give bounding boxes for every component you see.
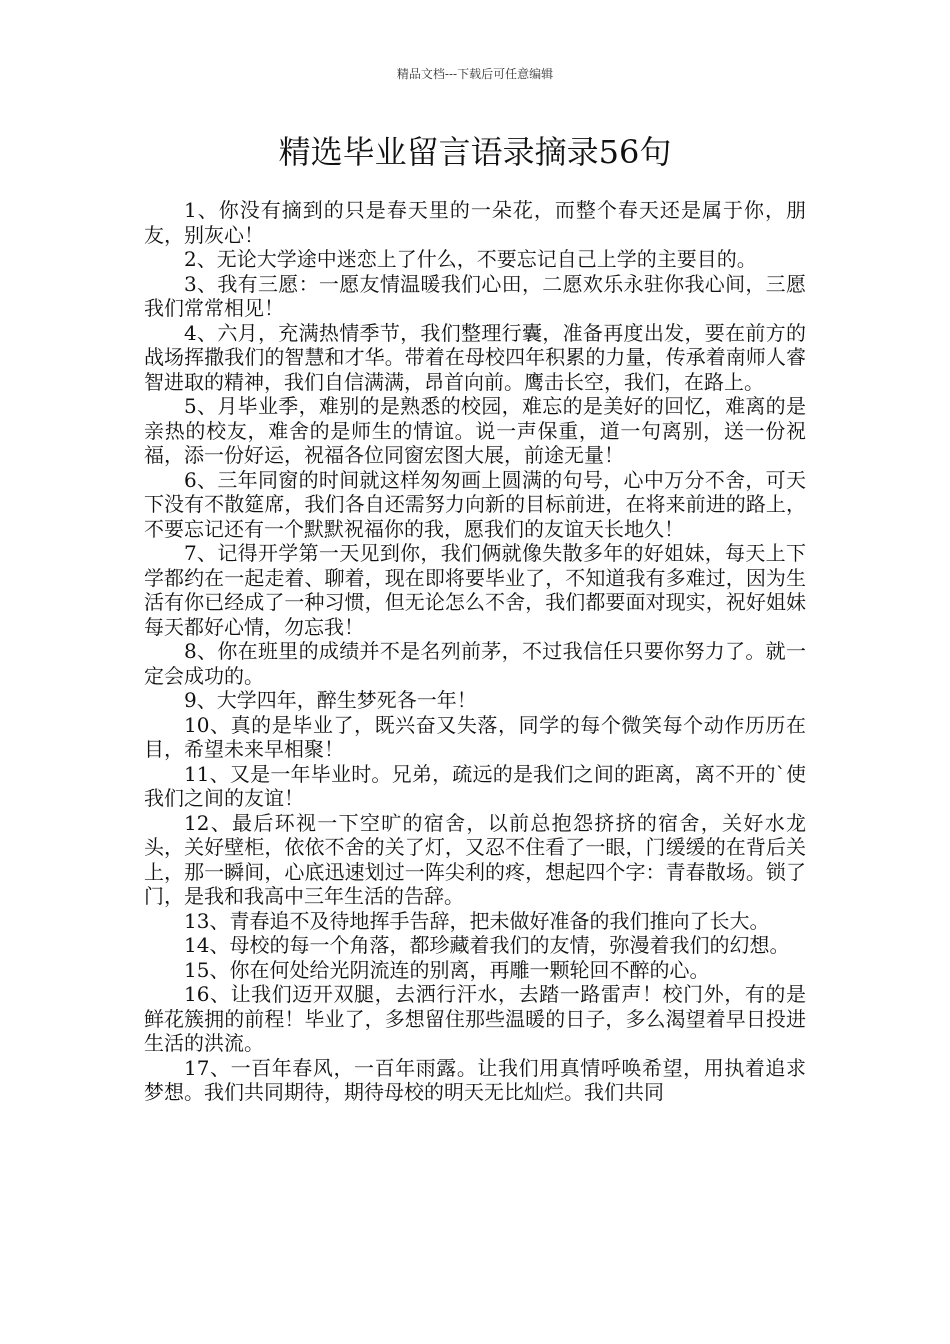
paragraph-8: 8、你在班里的成绩并不是名列前茅，不过我信任只要你努力了。就一定会成功的。 [144, 639, 806, 688]
paragraph-10: 10、真的是毕业了，既兴奋又失落，同学的每个微笑每个动作历历在目，希望未来早相聚！ [144, 712, 806, 761]
document-title: 精选毕业留言语录摘录56句 [278, 133, 672, 171]
paragraph-9: 9、大学四年，醉生梦死各一年！ [184, 688, 477, 712]
paragraph-2: 2、无论大学途中迷恋上了什么，不要忘记自己上学的主要目的。 [184, 247, 757, 271]
paragraph-1: 1、你没有摘到的只是春天里的一朵花，而整个春天还是属于你，朋友，别灰心！ [144, 198, 806, 247]
paragraph-6: 6、三年同窗的时间就这样匆匆画上圆满的句号，心中万分不舍，可天下没有不散筵席，我们各自还需努力向新的目标前进，在将来前进的路上，不要忘记还有一个默默祝福你的我，愿我们的友谊天长地久！ [144, 467, 806, 541]
paragraph-13: 13、青春追不及待地挥手告辞，把未做好准备的我们推向了长大。 [184, 908, 770, 933]
paragraph-16: 16、让我们迈开双腿，去洒行汗水，去踏一路雷声！校门外，有的是鲜花簇拥的前程！毕业了，多想留住那些温暖的日子，多么渴望着早日投进生活的洪流。 [144, 982, 806, 1055]
paragraph-5: 5、月毕业季，难别的是熟悉的校园，难忘的是美好的回忆，难离的是亲热的校友，难舍的是师生的情谊。说一声保重，道一句离别，送一份祝福，添一份好运，祝福各位同窗宏图大展，前途无量！ [144, 394, 806, 467]
paragraph-14: 14、母校的每一个角落，都珍藏着我们的友情，弥漫着我们的幻想。 [184, 933, 790, 957]
paragraph-3: 3、我有三愿：一愿友情温暖我们心田，二愿欢乐永驻你我心间，三愿我们常常相见！ [144, 271, 806, 320]
header-note: 精品文档---下载后可任意编辑 [396, 67, 554, 81]
paragraph-11: 11、又是一年毕业时。兄弟，疏远的是我们之间的距离，离不开的`使我们之间的友谊！ [144, 761, 806, 810]
paragraph-15: 15、你在何处给光阴流连的别离，再雕一颗轮回不醉的心。 [184, 957, 710, 982]
document-body [144, 198, 806, 1105]
paragraph-17: 17、一百年春风，一百年雨露。让我们用真情呼唤希望，用执着追求梦想。我们共同期待，期待母校的明天无比灿烂。我们共同 [144, 1055, 806, 1104]
paragraph-12: 12、最后环视一下空旷的宿舍，以前总抱怨挤挤的宿舍，关好水龙头，关好壁柜，依依不舍的关了灯，又忍不住看了一眼，门缓缓的在背后关上，那一瞬间，心底迅速划过一阵尖利的疼，想起四个字：青春散场。锁了门，是我和我高中三年生活的告辞。 [144, 810, 806, 908]
paragraph-7: 7、记得开学第一天见到你，我们俩就像失散多年的好姐妹，每天上下学都约在一起走着、聊着，现在即将要毕业了，不知道我有多难过，因为生活有你已经成了一种习惯，但无论怎么不舍，我们都要面对现实，祝好姐妹每天都好心情，勿忘我！ [144, 541, 806, 639]
paragraph-4: 4、六月，充满热情季节，我们整理行囊，准备再度出发，要在前方的战场挥撒我们的智慧和才华。带着在母校四年积累的力量，传承着南师人睿智进取的精神，我们自信满满，昂首向前。鹰击长空，我们，在路上。 [144, 320, 806, 394]
